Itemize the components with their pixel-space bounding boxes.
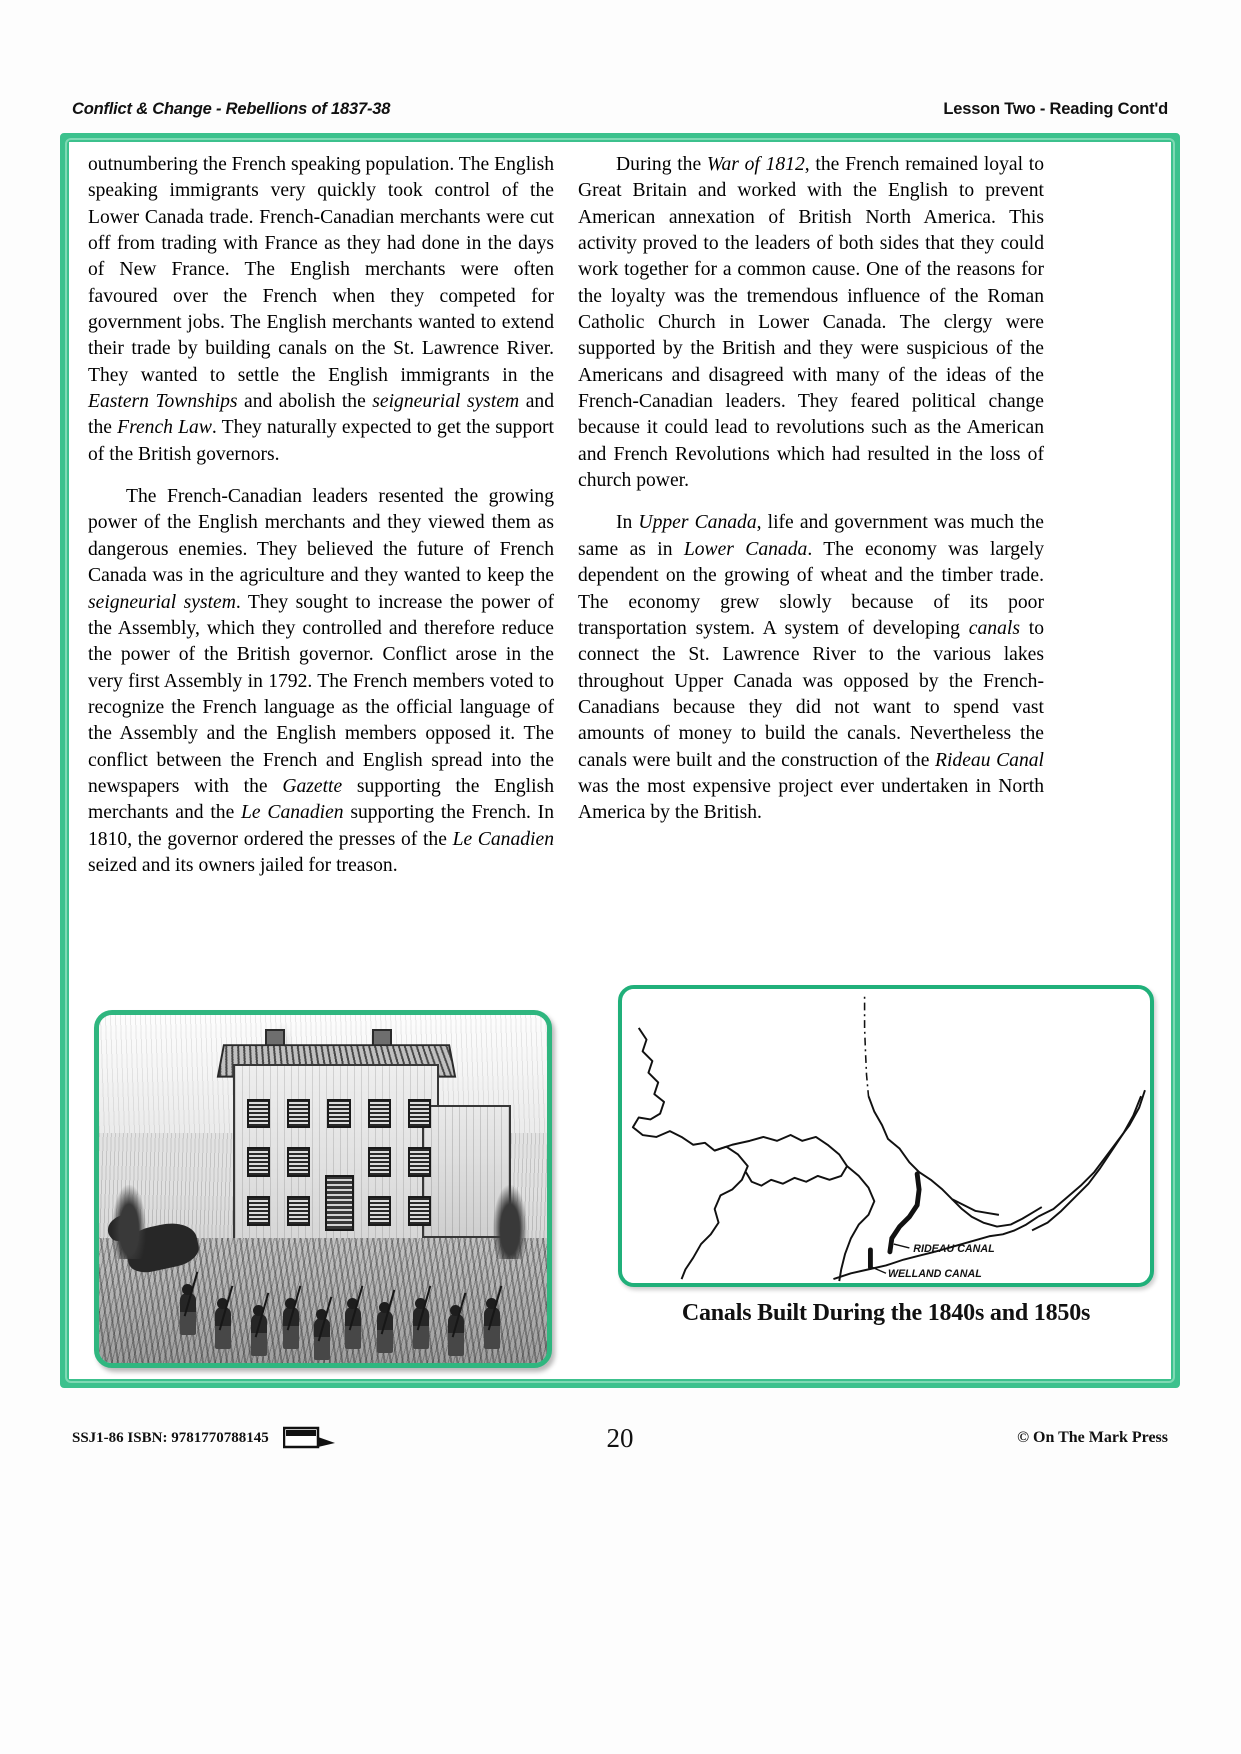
engraving-soldier	[484, 1307, 500, 1349]
footer-publisher: © On The Mark Press	[1017, 1429, 1168, 1446]
rebellion-engraving-image	[94, 1010, 552, 1368]
left-paragraph-1	[88, 152, 554, 468]
engraving-window	[247, 1196, 270, 1226]
engraving-soldier	[345, 1307, 361, 1349]
canals-map	[618, 985, 1154, 1287]
rp2-i1: Upper Canada	[638, 512, 757, 534]
engraving-window	[408, 1196, 431, 1226]
left-column	[88, 152, 554, 895]
engraving-window	[247, 1099, 270, 1129]
lp2-i4: Le Canadien	[452, 828, 554, 850]
engraving-tree	[112, 1185, 146, 1259]
engraving-window	[368, 1147, 391, 1177]
rp2-e: was the most expensive project ever undertaken in North America by the British.	[578, 775, 1044, 824]
left-paragraph-2	[88, 484, 554, 879]
engraving-window	[408, 1099, 431, 1129]
rp2-b: , life and government was much the same as in	[578, 512, 1044, 560]
right-column	[578, 152, 1044, 895]
rp1-a: During the	[616, 154, 707, 175]
lp2-b: . They sought to increase the power of the Assembly, which they controlled and therefore reduce the power of the British governor. Conflict arose in the very first Assembly in 1792. The French members voted to recognize the French language as the official language of the Assembly and the English members opposed it. The conflict between the French and English spread into the newspapers with the	[88, 591, 554, 797]
engraving-window	[327, 1099, 350, 1129]
lp1-i2: seigneurial system	[372, 391, 520, 413]
lp2-i1: seigneurial system	[88, 591, 236, 613]
engraving-window	[287, 1147, 310, 1177]
engraving-soldier	[215, 1307, 231, 1349]
lp2-e: seized and its owners jailed for treason.	[88, 854, 398, 876]
header-right-title: Lesson Two - Reading Cont'd	[943, 100, 1168, 118]
lp1-d: . They naturally expected to get the support of the British governors.	[88, 417, 554, 465]
engraving-window	[287, 1099, 310, 1129]
engraving-window	[247, 1147, 270, 1177]
rp2-i4: Rideau Canal	[935, 749, 1044, 771]
map-rideau-canal-label: RIDEAU CANAL	[913, 1242, 995, 1255]
right-paragraph-2	[578, 510, 1044, 826]
page-number: 20	[606, 1422, 634, 1453]
page-header	[72, 100, 1168, 119]
rp2-a: In	[616, 512, 639, 534]
engraving-tree	[493, 1185, 527, 1259]
lp2-i2: Gazette	[282, 775, 343, 797]
rp2-i3: canals	[968, 617, 1020, 639]
lp2-a: The French-Canadian leaders resented the growing power of the English merchants and they viewed them as dangerous enemies. They believed the future of French Canada was in the agriculture and they wanted to keep the	[88, 486, 554, 587]
canals-map-svg	[622, 989, 1150, 1283]
rp2-i2: Lower Canada	[683, 538, 808, 560]
rp1-i1: War of 1812	[706, 154, 805, 175]
engraving-window	[287, 1196, 310, 1226]
engraving-soldier	[377, 1311, 393, 1353]
lp1-a: outnumbering the French speaking population. The English speaking immigrants very quickly took control of the Lower Canada trade. French-Canadian merchants were cut off from trading with France as they had done in the days of New France. The English merchants were often favoured over the French when they competed for government jobs. The English merchants wanted to extend their trade by building canals on the St. Lawrence River. They wanted to settle the English immigrants in the	[88, 154, 555, 386]
lp1-c: and the	[88, 391, 554, 439]
engraving-soldier	[314, 1318, 330, 1360]
engraving-soldier	[413, 1307, 429, 1349]
lp1-b: and abolish the	[237, 391, 373, 413]
rp2-d: to connect the St. Lawrence River to the various lakes throughout Upper Canada was opposed by the French-Canadians because they did not want to spend vast amounts of money to build the canals. Nevertheless the canals were built and the construction of the	[578, 617, 1044, 771]
lp2-i3: Le Canadien	[241, 802, 344, 824]
lp2-c: supporting the English merchants and the	[88, 775, 554, 824]
map-welland-canal-label: WELLAND CANAL	[887, 1268, 982, 1281]
engraving-soldier	[448, 1314, 464, 1356]
engraving-canvas	[99, 1015, 547, 1363]
lp1-i3: French Law	[117, 417, 212, 439]
lp1-i1: Eastern Townships	[88, 391, 238, 413]
page-footer	[72, 1418, 1168, 1458]
engraving-window	[408, 1147, 431, 1177]
lp2-d: supporting the French. In 1810, the governor ordered the presses of the	[88, 802, 554, 850]
engraving-soldier	[180, 1293, 196, 1335]
rp1-b: , the French remained loyal to Great Britain and worked with the English to prevent American annexation of British North America. This activity proved to the leaders of both sides that they could work together for a common cause. One of the reasons for the loyalty was the tremendous influence of the Roman Catholic Church in Lower Canada. The clergy were supported by the British and they were suspicious of the Americans and disagreed with many of the ideas of the French-Canadian leaders. They feared political change because it could lead to revolutions such as the American and French Revolutions which had resulted in the loss of church power.	[578, 154, 1044, 492]
engraving-window	[368, 1099, 391, 1129]
rp2-c: . The economy was largely dependent on the growing of wheat and the timber trade. The economy grew slowly because of its poor transportation system. A system of developing	[578, 538, 1044, 639]
header-left-title: Conflict & Change - Rebellions of 1837-38	[72, 100, 391, 118]
engraving-soldier	[251, 1314, 267, 1356]
footer-isbn: SSJ1-86 ISBN: 9781770788145	[72, 1429, 269, 1446]
engraving-soldier	[283, 1307, 299, 1349]
right-paragraph-1	[578, 152, 1044, 494]
map-caption: Canals Built During the 1840s and 1850s	[681, 1300, 1091, 1326]
engraving-door	[325, 1175, 354, 1231]
text-columns	[88, 152, 1154, 895]
engraving-window	[368, 1196, 391, 1226]
